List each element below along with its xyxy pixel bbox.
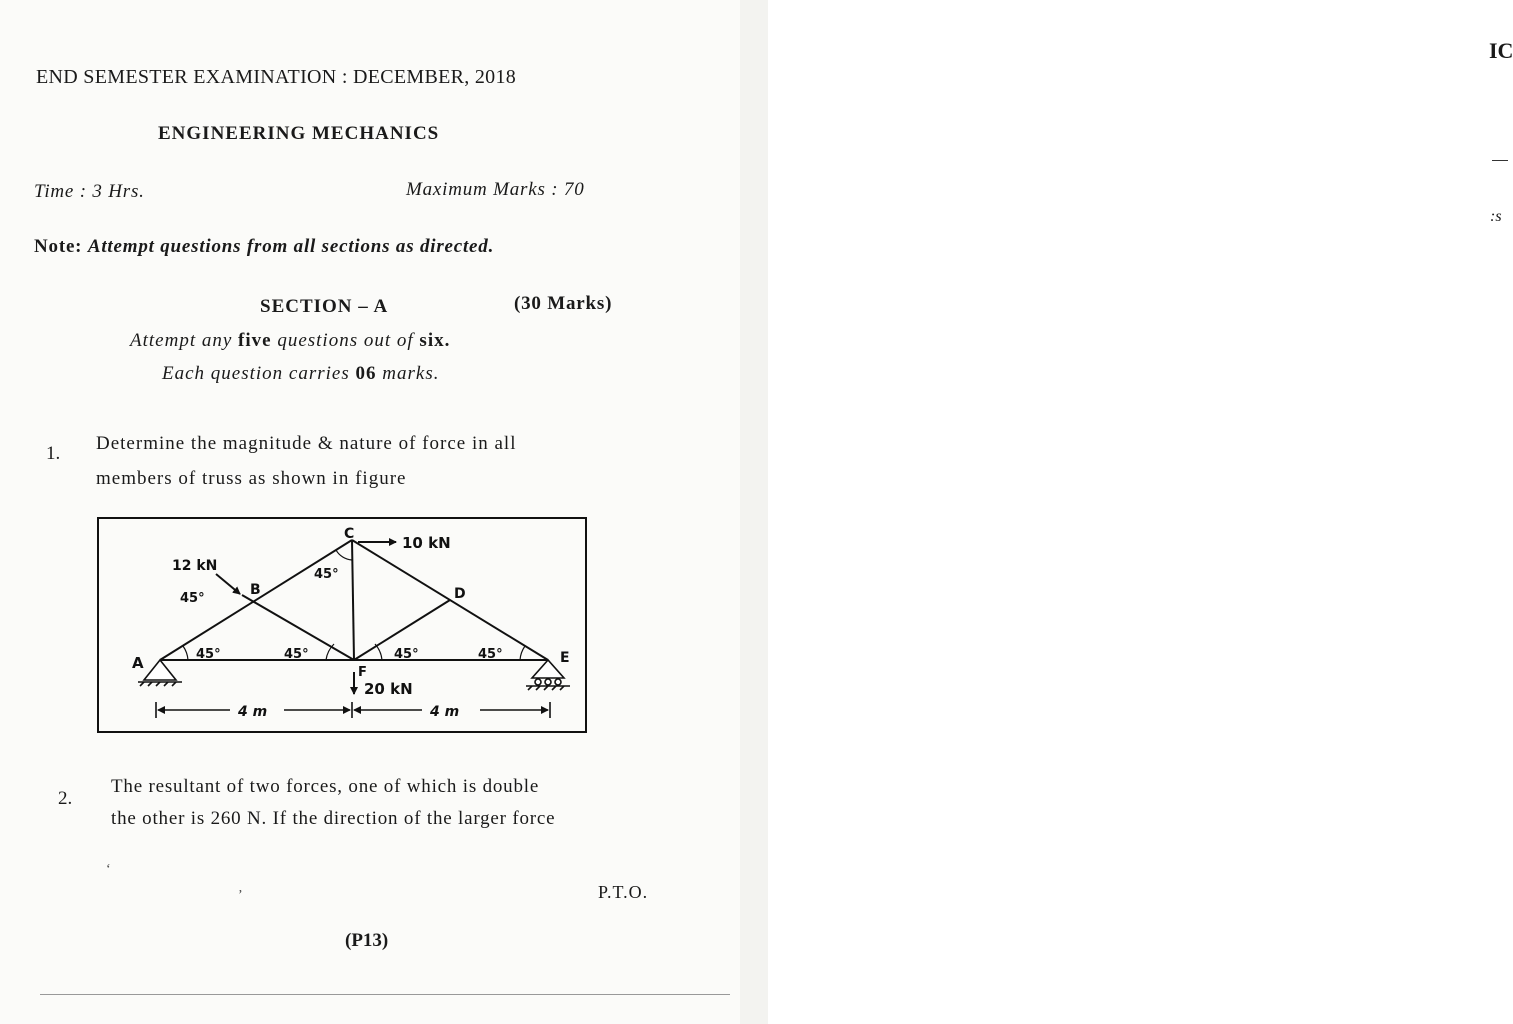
node-label-f: F — [358, 665, 367, 680]
adjacent-page-rule — [1492, 160, 1508, 161]
figure-frame — [98, 518, 586, 732]
note-text: Attempt questions from all sections as directed. — [87, 236, 495, 257]
load-label-b: 12 kN — [172, 558, 218, 574]
section-instruction-1 — [130, 330, 450, 352]
question-2-number: 2. — [58, 788, 73, 809]
question-1-line-2: members of truss as shown in figure — [96, 468, 407, 489]
exam-paper-page — [0, 0, 741, 1024]
angle-label-a: 45° — [196, 647, 221, 662]
section-a-marks: (30 Marks) — [514, 293, 613, 314]
exam-title: END SEMESTER EXAMINATION : DECEMBER, 2018 — [36, 66, 517, 88]
angle-label-f-left: 45° — [284, 647, 309, 662]
span-label-left: 4 m — [238, 704, 268, 720]
span-label-right: 4 m — [430, 704, 460, 720]
adjacent-page-edge — [740, 0, 1513, 1024]
adjacent-page-text: :s — [1490, 208, 1502, 225]
load-label-f: 20 kN — [364, 680, 413, 698]
question-2-line-1: The resultant of two forces, one of which is double — [111, 776, 540, 797]
question-1-number: 1. — [46, 443, 61, 464]
instruction-text: questions out of — [277, 330, 414, 351]
truss-members — [160, 540, 548, 660]
question-1-line-1: Determine the magnitude & nature of force in all — [96, 433, 517, 454]
node-label-c: C — [344, 526, 355, 542]
maximum-marks: Maximum Marks : 70 — [406, 179, 585, 200]
truss-figure — [96, 512, 590, 738]
instruction-emphasis: five — [238, 330, 272, 351]
angle-label-b: 45° — [180, 591, 205, 606]
note-label: Note: — [34, 236, 83, 257]
print-speck: ʼ — [238, 888, 243, 903]
node-label-e: E — [560, 650, 570, 666]
instruction-emphasis: six. — [419, 330, 451, 351]
angle-label-f-right: 45° — [394, 647, 419, 662]
member-cf — [352, 540, 354, 660]
angle-label-e: 45° — [478, 647, 503, 662]
instruction-text: Attempt any — [130, 330, 233, 351]
exam-duration: Time : 3 Hrs. — [34, 181, 145, 202]
print-speck: ʻ — [106, 862, 111, 877]
instruction-text: marks. — [382, 363, 440, 384]
subject-title: ENGINEERING MECHANICS — [158, 123, 440, 144]
load-label-c: 10 kN — [402, 534, 451, 552]
section-a-title: SECTION – A — [260, 296, 389, 317]
instruction-emphasis: 06 — [355, 363, 377, 384]
load-arrow-b — [216, 574, 240, 594]
question-2-line-2: the other is 260 N. If the direction of the larger force — [111, 808, 556, 829]
node-label-d: D — [454, 586, 466, 602]
note-line — [34, 236, 494, 258]
support-a — [138, 660, 182, 686]
span-dimension — [156, 702, 550, 718]
node-label-b: B — [250, 582, 261, 598]
section-instruction-2 — [162, 363, 439, 385]
node-label-a: A — [132, 654, 144, 672]
instruction-text: Each question carries — [162, 363, 350, 384]
bottom-rule — [40, 994, 730, 995]
adjacent-page-text: IC — [1489, 38, 1513, 63]
angle-label-c: 45° — [314, 567, 339, 582]
paper-code: (P13) — [345, 930, 389, 951]
please-turn-over: P.T.O. — [598, 882, 649, 902]
